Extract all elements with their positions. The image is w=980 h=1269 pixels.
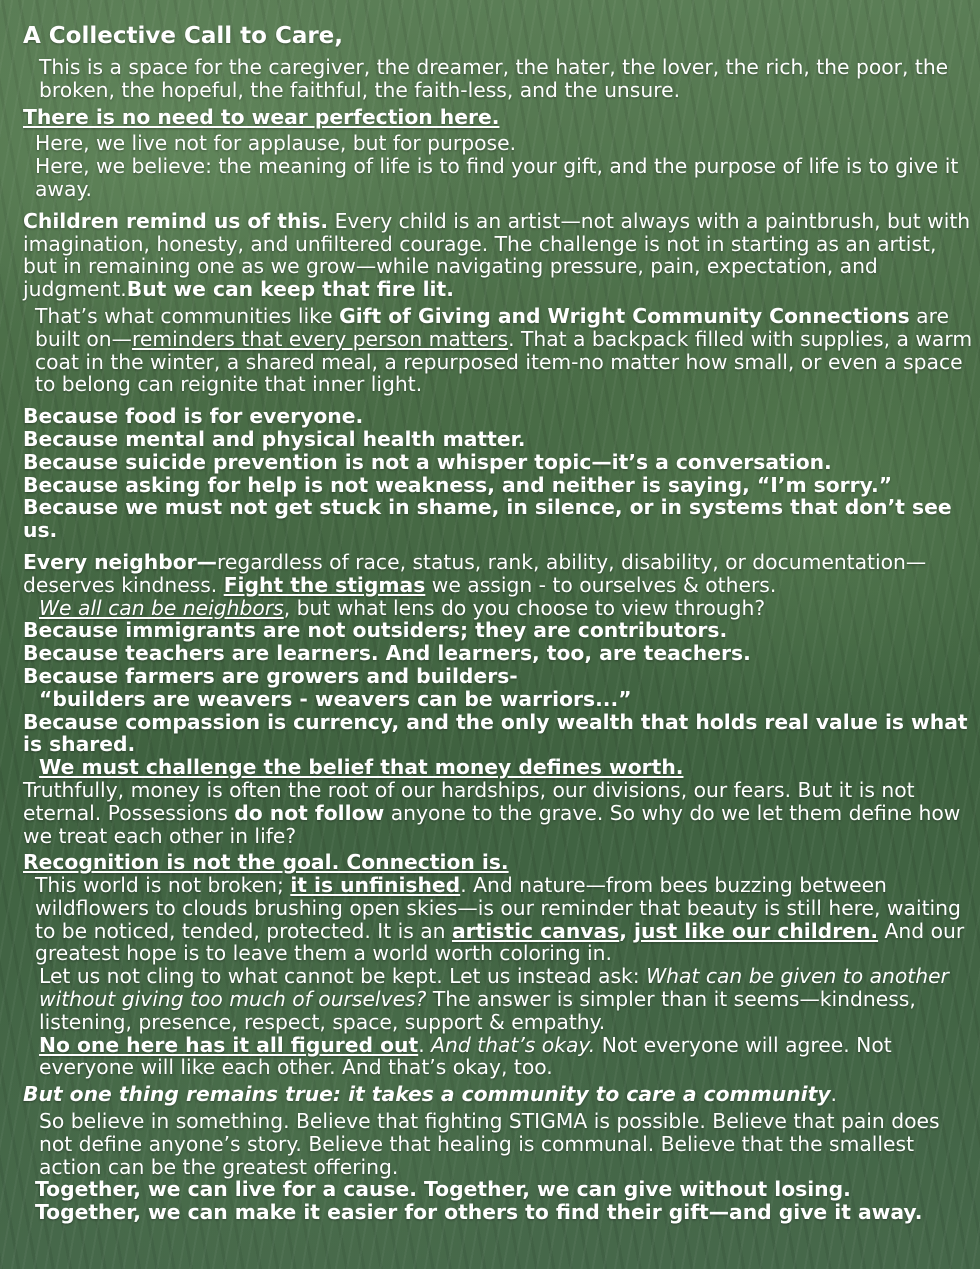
believe-paragraph: So believe in something. Believe that fighting STIGMA is possible. Believe that pain does not define anyone’s story. Believe that healing is communal. Believe that the smallest action can be the greatest offering. bbox=[39, 1109, 940, 1179]
truth-period: . bbox=[830, 1082, 837, 1107]
figured-out-period: . bbox=[418, 1032, 432, 1057]
do-not-follow: do not follow bbox=[234, 800, 385, 825]
because-food: Because food is for everyone. bbox=[23, 404, 364, 429]
lens-question: , but what lens do you choose to view through? bbox=[283, 595, 766, 620]
greatest-hope: And our greatest hope is to leave them a world worth coloring in. bbox=[35, 918, 965, 966]
together-cause: Together, we can live for a cause. Together, we can give without losing. bbox=[35, 1177, 851, 1202]
communities-built-on: are built on— bbox=[35, 303, 949, 351]
money-ending: anyone to the grave. So why do we let them define how we treat each other in life? bbox=[23, 800, 961, 848]
because-health: Because mental and physical health matter. bbox=[23, 426, 526, 451]
challenge-money-belief: We must challenge the belief that money defines worth. bbox=[39, 755, 684, 780]
because-immigrants: Because immigrants are not outsiders; they are contributors. bbox=[23, 618, 728, 643]
children-paragraph bbox=[23, 210, 973, 301]
no-one-figured-out: No one here has it all figured out bbox=[39, 1032, 419, 1057]
canvas-comma: , bbox=[619, 918, 634, 943]
one-thing-remains-true: But one thing remains true: it takes a community to care a community bbox=[23, 1082, 831, 1107]
every-neighbor-lead: Every neighbor— bbox=[23, 549, 217, 574]
world-intro: This world is not broken; bbox=[35, 873, 291, 898]
artistic-canvas: artistic canvas bbox=[451, 918, 620, 943]
organization-names: Gift of Giving and Wright Community Connections bbox=[339, 303, 910, 328]
because-shame-silence: Because we must not get stuck in shame, in silence, or in systems that don’t see us. bbox=[23, 495, 952, 543]
because-asking-help: Because asking for help is not weakness, and neither is saying, “I’m sorry.” bbox=[23, 472, 893, 497]
because-list-2 bbox=[23, 619, 973, 779]
together-closing bbox=[23, 1178, 973, 1224]
communities-paragraph bbox=[23, 305, 973, 396]
intro-paragraph: This is a space for the caregiver, the dreamer, the hater, the lover, the rich, the poor, the broken, the hopeful, the faithful, the faith-less, and the unsure. bbox=[39, 55, 949, 102]
because-farmers: Because farmers are growers and builders- bbox=[23, 663, 518, 688]
neighbor-paragraph bbox=[23, 551, 973, 597]
what-can-be-given-question: What can be given to another without giving too much of ourselves? bbox=[39, 964, 949, 1012]
no-perfection-line: There is no need to wear perfection here. bbox=[23, 104, 500, 129]
because-compassion: Because compassion is currency, and the only wealth that holds real value is what is shared. bbox=[23, 709, 968, 757]
nature-body: . And nature—from bees buzzing between wildflowers to clouds brushing open skies—is our reminder that beauty is still here, waiting to be noticed, tended, protected. It is an bbox=[35, 873, 961, 943]
recognition-line: Recognition is not the goal. Connection is. bbox=[23, 850, 509, 875]
fight-stigmas: Fight the stigmas bbox=[223, 572, 426, 597]
because-suicide-prevention: Because suicide prevention is not a whisper topic—it’s a conversation. bbox=[23, 449, 832, 474]
children-body: Every child is an artist—not always with a paintbrush, but with imagination, honesty, and unfiltered courage. The challenge is not in starting as an artist, but in remaining one as we grow—while navigating pressure, pain, expectation, and judgment. bbox=[23, 208, 971, 302]
money-body: Truthfully, money is often the root of our hardships, our divisions, our fears. But it is not eternal. Possessions bbox=[23, 777, 915, 825]
answer-simpler: The answer is simpler than it seems—kindness, listening, presence, respect, space, support & empathy. bbox=[39, 987, 916, 1034]
because-teachers: Because teachers are learners. And learners, too, are teachers. bbox=[23, 641, 751, 666]
children-lead: Children remind us of this. bbox=[23, 208, 329, 233]
communities-body: . That a backpack filled with supplies, a warm coat in the winter, a shared meal, a repurposed item-no matter how small, or even a space to belong can reignite that inner light. bbox=[35, 326, 973, 397]
figured-out-paragraph bbox=[23, 1034, 973, 1080]
neighbor-body: regardless of race, status, rank, ability, disability, or documentation—deserves kindness. bbox=[23, 549, 927, 597]
letter-title: A Collective Call to Care, bbox=[23, 23, 344, 49]
neighbor-ending: we assign - to ourselves & others. bbox=[425, 572, 777, 597]
and-thats-okay: And that’s okay. bbox=[431, 1032, 596, 1057]
unfinished-world-paragraph bbox=[23, 874, 973, 965]
together-gift: Together, we can make it easier for others to find their gift—and give it away. bbox=[35, 1200, 923, 1225]
all-can-be-neighbors: We all can be neighbors bbox=[39, 595, 284, 620]
letter-content bbox=[23, 22, 973, 1224]
let-us-ask-paragraph bbox=[23, 965, 973, 1033]
just-like-our-children: just like our children. bbox=[634, 918, 879, 943]
builders-weavers-quote: “builders are weavers - weavers can be warriors...” bbox=[39, 686, 632, 711]
because-list-1 bbox=[23, 405, 973, 542]
children-fire-lit: But we can keep that fire lit. bbox=[126, 277, 454, 302]
money-paragraph bbox=[23, 779, 973, 847]
meaning-of-life-line: Here, we believe: the meaning of life is to find your gift, and the purpose of life is to give it away. bbox=[35, 154, 959, 201]
purpose-line: Here, we live not for applause, but for purpose. bbox=[35, 131, 517, 156]
let-us-intro: Let us not cling to what cannot be kept. Let us instead ask: bbox=[39, 964, 647, 989]
community-truth-line bbox=[23, 1083, 973, 1106]
not-everyone-agree: Not everyone will agree. Not everyone will like each other. And that’s okay, too. bbox=[39, 1032, 892, 1080]
lens-line bbox=[23, 597, 973, 620]
every-person-matters: reminders that every person matters bbox=[131, 326, 509, 351]
communities-intro: That’s what communities like bbox=[35, 303, 340, 328]
it-is-unfinished: it is unfinished bbox=[290, 873, 461, 898]
